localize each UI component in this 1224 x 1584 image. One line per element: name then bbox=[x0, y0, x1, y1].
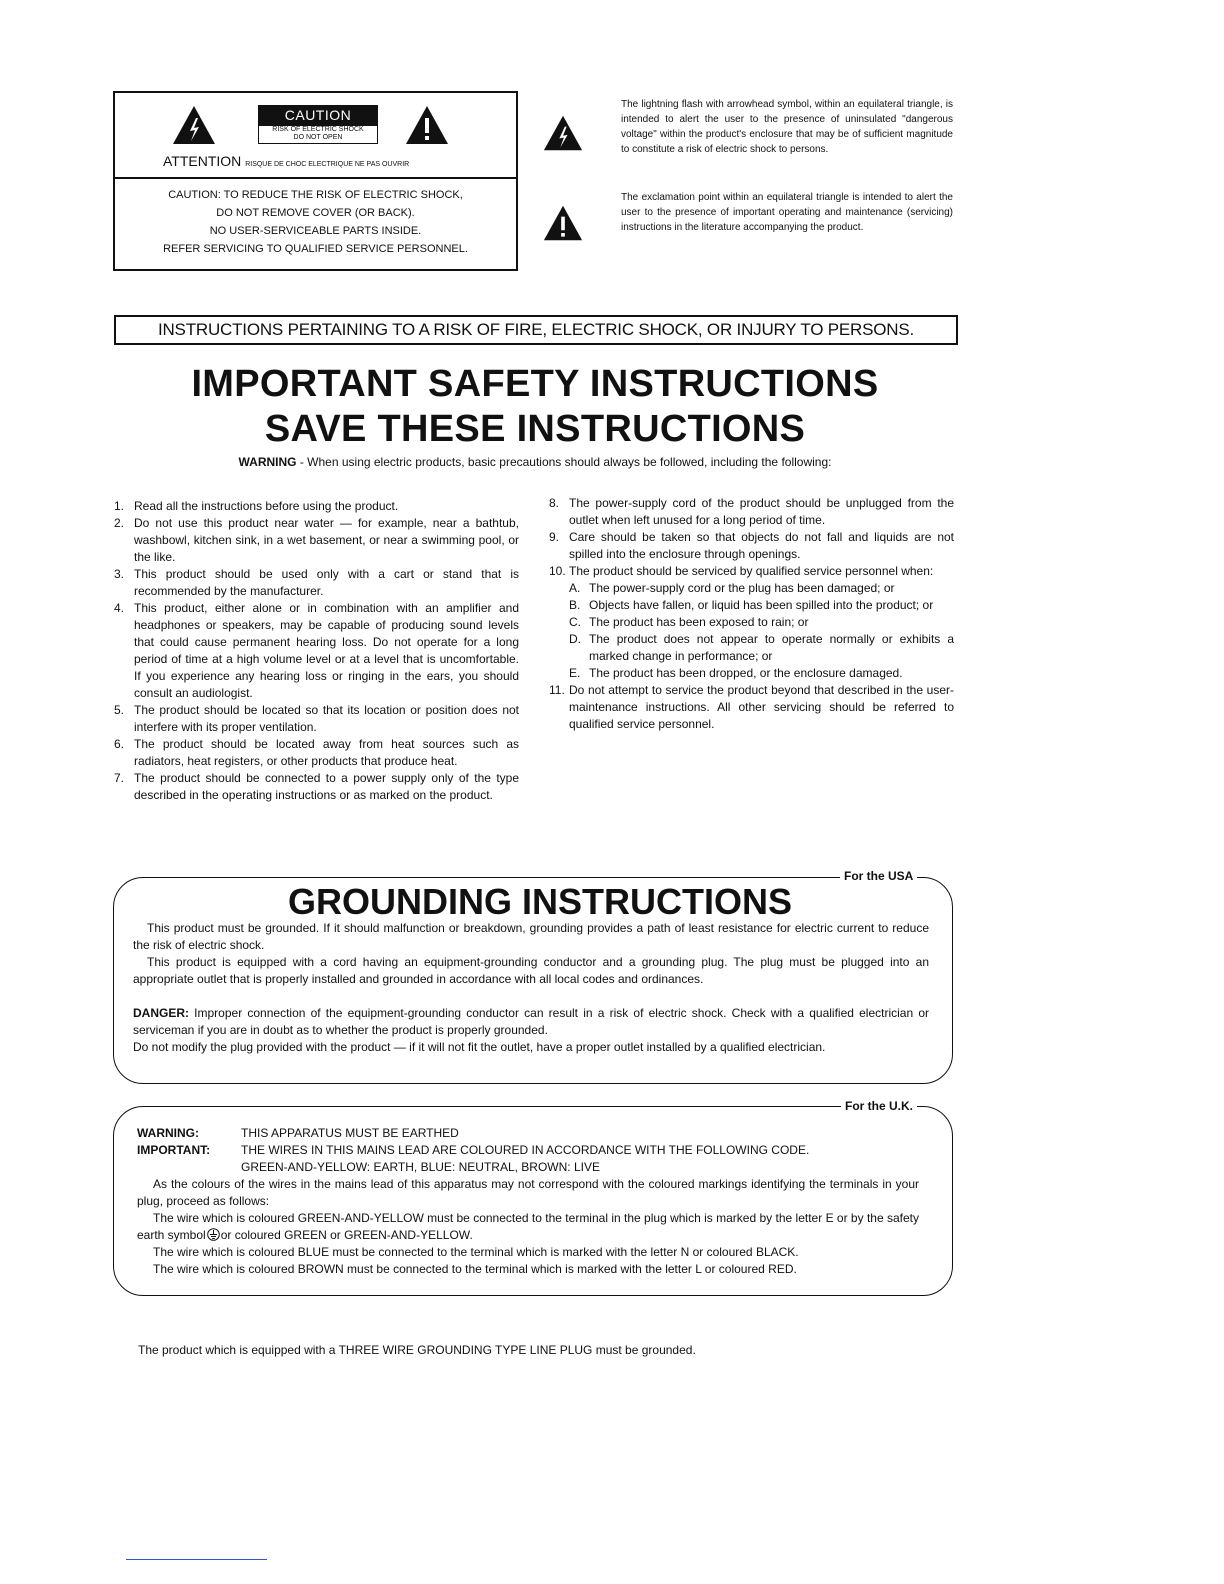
item-text: The product does not appear to operate normally or exhibits a marked change in performance; or bbox=[589, 632, 954, 663]
caution-label: CAUTION bbox=[258, 105, 378, 125]
exclamation-symbol-icon bbox=[543, 202, 583, 244]
page-subtitle: SAVE THESE INSTRUCTIONS bbox=[264, 408, 806, 450]
uk-warning-line bbox=[137, 1125, 919, 1142]
instructions-right-column bbox=[549, 495, 954, 733]
attention-french: RISQUE DE CHOC ELECTRIQUE NE PAS OUVRIR bbox=[245, 161, 410, 168]
lightning-symbol-icon bbox=[543, 113, 583, 153]
sub-list-item bbox=[549, 614, 954, 631]
grounding-title: GROUNDING INSTRUCTIONS bbox=[288, 881, 792, 922]
item-number: 5. bbox=[114, 703, 125, 717]
item-text: Objects have fallen, or liquid has been spilled into the product; or bbox=[589, 598, 934, 612]
list-item bbox=[114, 736, 519, 770]
danger-text: Improper connection of the equipment-grounding conductor can result in a risk of electric shock. Check with a qualified electrician or serviceman if you are in doubt as to whether the product is properly grounded. bbox=[133, 1006, 929, 1037]
item-text: The product has been dropped, or the enclosure damaged. bbox=[589, 666, 903, 680]
uk-important-text: THE WIRES IN THIS MAINS LEAD ARE COLOURED IN ACCORDANCE WITH THE FOLLOWING CODE. bbox=[241, 1143, 810, 1157]
grounding-paragraph: This product is equipped with a cord having an equipment-grounding conductor and a grounding plug. The plug must be plugged into an appropriate outlet that is properly installed and grounded in accordance with all local codes and ordinances. bbox=[133, 955, 929, 986]
item-text: Care should be taken so that objects do not fall and liquids are not spilled into the enclosure through openings. bbox=[569, 530, 954, 561]
item-text: The power-supply cord or the plug has been damaged; or bbox=[589, 581, 895, 595]
lightning-warning-icon bbox=[172, 105, 216, 145]
caution-header bbox=[115, 93, 516, 179]
uk-paragraph: The wire which is coloured BROWN must be connected to the terminal which is marked with the letter L or coloured RED. bbox=[153, 1262, 797, 1276]
page-footer-rule bbox=[126, 1559, 267, 1560]
uk-paragraph: The wire which is coloured BLUE must be connected to the terminal which is marked with the letter N or coloured BLACK. bbox=[153, 1245, 799, 1259]
list-item bbox=[549, 682, 954, 733]
danger-paragraph bbox=[133, 1005, 929, 1039]
sub-list-item bbox=[549, 631, 954, 665]
item-text: Do not attempt to service the product beyond that described in the user-maintenance instructions. All other servicing should be referred to qualified service personnel. bbox=[569, 683, 954, 731]
danger-label: DANGER: bbox=[133, 1006, 189, 1020]
item-text: This product, either alone or in combination with an amplifier and headphones or speakers, may be capable of producing sound levels that could cause permanent hearing loss. Do not operate for a long period of time at a high volume level or at a level that is uncomfortable. If you experience any hearing loss or ringing in the ears, you should consult an audiologist. bbox=[134, 601, 519, 700]
item-letter: A. bbox=[569, 581, 581, 595]
item-letter: C. bbox=[569, 615, 581, 629]
item-text: Read all the instructions before using the product. bbox=[134, 499, 399, 513]
item-number: 11. bbox=[549, 683, 565, 697]
caution-box bbox=[113, 91, 518, 271]
item-text: Do not use this product near water — for example, near a bathtub, washbowl, kitchen sink, in a wet basement, or near a swimming pool, or the like. bbox=[134, 516, 519, 564]
list-item bbox=[114, 770, 519, 804]
item-text: The product should be connected to a power supply only of the type described in the operating instructions or as marked on the product. bbox=[134, 771, 519, 802]
item-number: 10. bbox=[549, 564, 566, 578]
list-item bbox=[114, 600, 519, 702]
uk-warning-label: WARNING: bbox=[137, 1126, 199, 1140]
exclamation-explanation: The exclamation point within an equilateral triangle is intended to alert the user to the presence of important operating and maintenance (servicing) instructions in the literature accompanying the product. bbox=[621, 192, 953, 233]
caution-body-line: REFER SERVICING TO QUALIFIED SERVICE PERSONNEL. bbox=[163, 243, 468, 255]
grounding-text bbox=[133, 920, 929, 1056]
grounding-paragraph: This product must be grounded. If it should malfunction or breakdown, grounding provides a path of least resistance for electric current to reduce the risk of electric shock. bbox=[133, 921, 929, 952]
usa-tag: For the USA bbox=[840, 869, 917, 883]
item-text: This product should be used only with a cart or stand that is recommended by the manufacturer. bbox=[134, 567, 519, 598]
attention-line bbox=[163, 153, 409, 169]
footer-note: The product which is equipped with a THREE WIRE GROUNDING TYPE LINE PLUG must be grounded. bbox=[138, 1343, 696, 1357]
item-number: 7. bbox=[114, 771, 125, 785]
uk-paragraph-part: or coloured GREEN or GREEN-AND-YELLOW. bbox=[220, 1228, 473, 1242]
caution-sub-line1: RISK OF ELECTRIC SHOCK bbox=[272, 126, 364, 133]
item-text: The product should be located so that its location or position does not interfere with its proper ventilation. bbox=[134, 703, 519, 734]
instructions-left-column bbox=[114, 498, 519, 804]
exclamation-warning-icon bbox=[405, 105, 449, 145]
item-number: 3. bbox=[114, 567, 125, 581]
uk-text bbox=[137, 1125, 919, 1278]
list-item bbox=[114, 515, 519, 566]
item-number: 1. bbox=[114, 499, 125, 513]
uk-paragraph bbox=[137, 1210, 919, 1244]
item-letter: B. bbox=[569, 598, 581, 612]
page-title: IMPORTANT SAFETY INSTRUCTIONS bbox=[191, 363, 879, 405]
item-text: The power-supply cord of the product should be unplugged from the outlet when left unused for a long period of time. bbox=[569, 496, 954, 527]
caution-body-line: CAUTION: TO REDUCE THE RISK OF ELECTRIC SHOCK, bbox=[168, 189, 463, 201]
item-text: The product has been exposed to rain; or bbox=[589, 615, 809, 629]
item-letter: E. bbox=[569, 666, 581, 680]
uk-tag: For the U.K. bbox=[841, 1099, 917, 1113]
uk-paragraph-part: The wire which is coloured GREEN-AND-YELLOW must be connected to the terminal in the plug which is marked by the letter E or by the safety earth symbol bbox=[137, 1211, 919, 1242]
earth-symbol-icon bbox=[207, 1228, 220, 1241]
list-item bbox=[549, 563, 954, 580]
uk-colour-code: GREEN-AND-YELLOW: EARTH, BLUE: NEUTRAL, BROWN: LIVE bbox=[241, 1160, 600, 1174]
item-letter: D. bbox=[569, 632, 581, 646]
caution-body bbox=[115, 186, 516, 258]
item-number: 4. bbox=[114, 601, 125, 615]
sub-list-item bbox=[549, 597, 954, 614]
item-text: The product should be serviced by qualified service personnel when: bbox=[569, 564, 934, 578]
list-item bbox=[114, 498, 519, 515]
uk-paragraph: As the colours of the wires in the mains lead of this apparatus may not correspond with the coloured markings identifying the terminals in your plug, proceed as follows: bbox=[137, 1177, 919, 1208]
list-item bbox=[549, 495, 954, 529]
item-number: 2. bbox=[114, 516, 125, 530]
list-item bbox=[549, 529, 954, 563]
warning-label: WARNING bbox=[238, 455, 297, 469]
uk-important-label: IMPORTANT: bbox=[137, 1143, 211, 1157]
item-number: 9. bbox=[549, 530, 560, 544]
uk-important-line bbox=[137, 1142, 919, 1159]
item-number: 6. bbox=[114, 737, 125, 751]
attention-label: ATTENTION bbox=[163, 153, 242, 169]
caution-sublabel bbox=[258, 125, 378, 144]
sub-list-item bbox=[549, 580, 954, 597]
warning-line bbox=[0, 455, 1070, 469]
sub-list-item bbox=[549, 665, 954, 682]
item-number: 8. bbox=[549, 496, 560, 510]
uk-warning-text: THIS APPARATUS MUST BE EARTHED bbox=[241, 1126, 459, 1140]
risk-banner: INSTRUCTIONS PERTAINING TO A RISK OF FIRE, ELECTRIC SHOCK, OR INJURY TO PERSONS. bbox=[114, 315, 958, 345]
list-item bbox=[114, 566, 519, 600]
lightning-explanation: The lightning flash with arrowhead symbol, within an equilateral triangle, is intended to alert the user to the presence of uninsulated "dangerous voltage" within the product's enclosure that may be of sufficient magnitude to constitute a risk of electric shock to persons. bbox=[621, 99, 953, 155]
caution-sub-line2: DO NOT OPEN bbox=[293, 134, 343, 141]
list-item bbox=[114, 702, 519, 736]
caution-body-line: DO NOT REMOVE COVER (OR BACK). bbox=[216, 207, 415, 219]
item-text: The product should be located away from heat sources such as radiators, heat registers, or other products that produce heat. bbox=[134, 737, 519, 768]
warning-text: - When using electric products, basic precautions should always be followed, including the following: bbox=[296, 455, 832, 469]
grounding-paragraph: Do not modify the plug provided with the product — if it will not fit the outlet, have a proper outlet installed by a qualified electrician. bbox=[133, 1040, 826, 1054]
caution-body-line: NO USER-SERVICEABLE PARTS INSIDE. bbox=[209, 225, 422, 237]
